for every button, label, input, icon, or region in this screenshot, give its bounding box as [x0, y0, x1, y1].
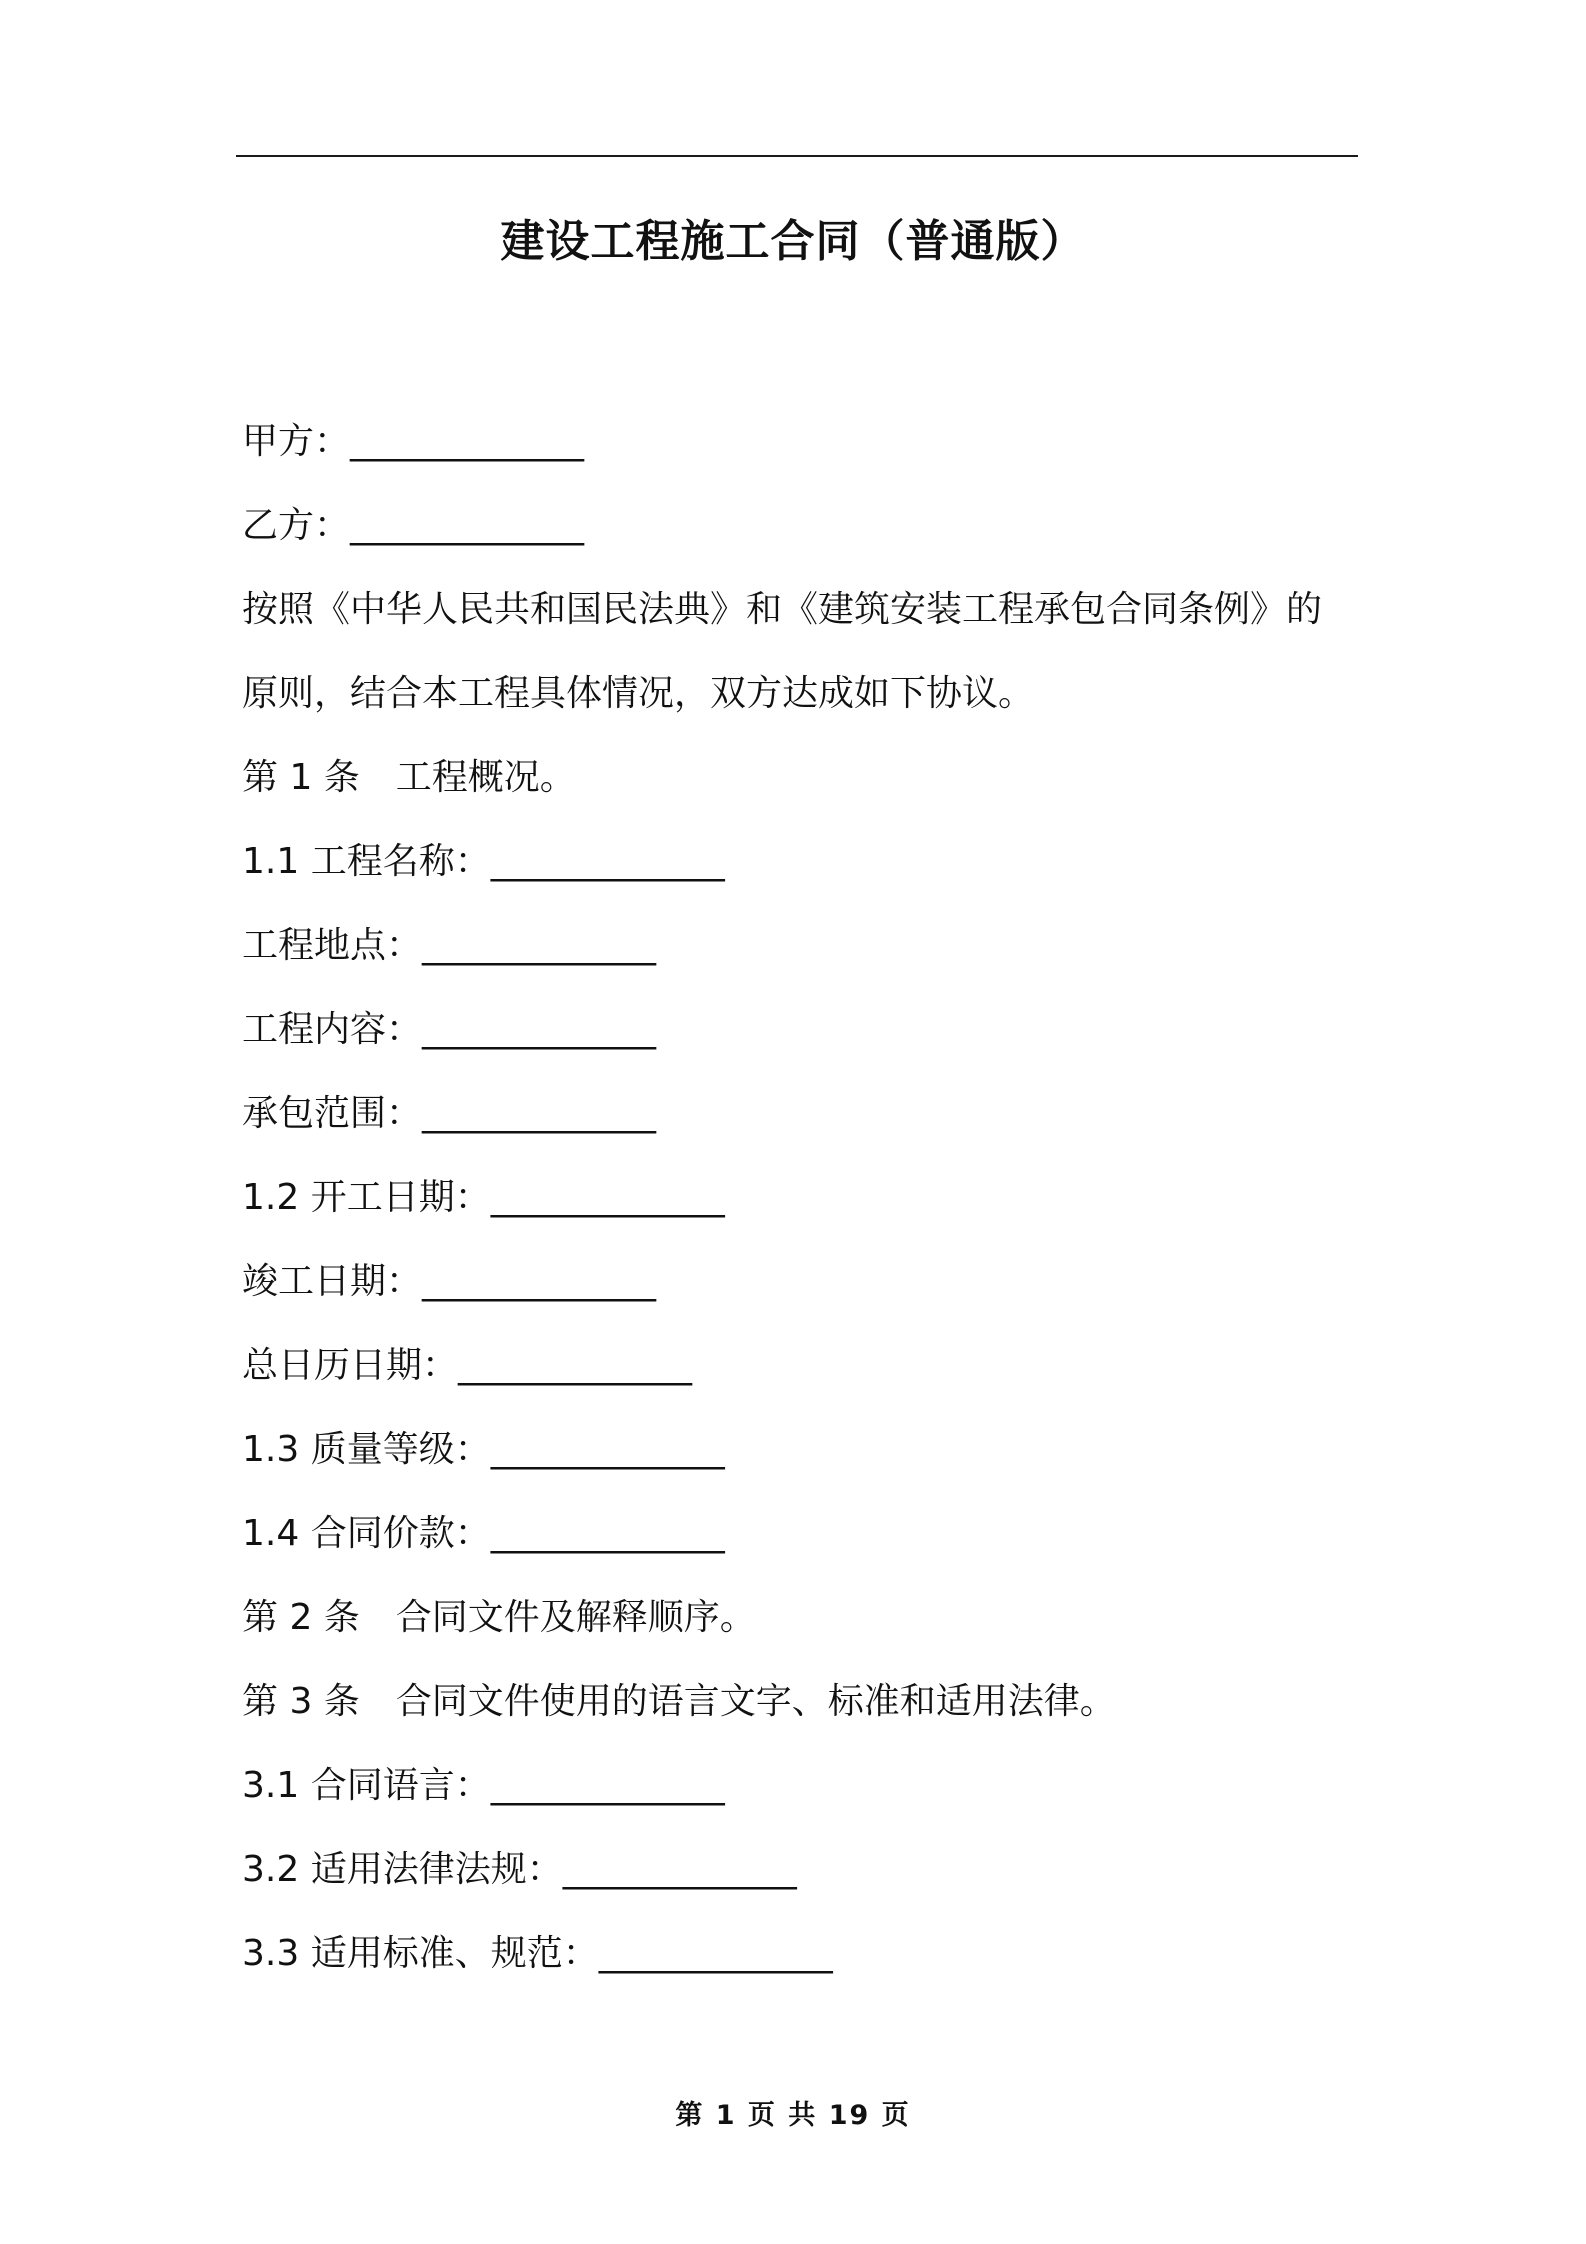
- total-calendar-days-field: 总日历日期：_____________: [242, 1345, 693, 1386]
- party-a-line: 甲方：_____________: [242, 421, 585, 462]
- preamble-line-2: 原则，结合本工程具体情况，双方达成如下协议。: [242, 673, 1035, 714]
- party-b-line: 乙方：_____________: [242, 505, 585, 546]
- applicable-law-field: 3.2 适用法律法规：_____________: [242, 1849, 797, 1890]
- clause-1-heading: 第 1 条 工程概况。: [242, 757, 576, 798]
- project-content-field: 工程内容：_____________: [242, 1009, 657, 1050]
- clause-3-heading: 第 3 条 合同文件使用的语言文字、标准和适用法律。: [242, 1681, 1116, 1722]
- start-date-field: 1.2 开工日期：_____________: [242, 1177, 725, 1218]
- quality-grade-field: 1.3 质量等级：_____________: [242, 1429, 725, 1470]
- contract-body: [242, 400, 1362, 1996]
- project-location-field: 工程地点：_____________: [242, 925, 657, 966]
- applicable-standards-field: 3.3 适用标准、规范：_____________: [242, 1933, 833, 1974]
- page-number-footer: 第 1 页 共 19 页: [675, 2100, 911, 2131]
- contract-scope-field: 承包范围：_____________: [242, 1093, 657, 1134]
- contract-price-field: 1.4 合同价款：_____________: [242, 1513, 725, 1554]
- preamble-line-1: 按照《中华人民共和国民法典》和《建筑安装工程承包合同条例》的: [242, 589, 1323, 630]
- clause-2-heading: 第 2 条 合同文件及解释顺序。: [242, 1597, 756, 1638]
- contract-language-field: 3.1 合同语言：_____________: [242, 1765, 725, 1806]
- project-name-field: 1.1 工程名称：_____________: [242, 841, 725, 882]
- completion-date-field: 竣工日期：_____________: [242, 1261, 657, 1302]
- header-rule: [236, 155, 1358, 157]
- document-title: 建设工程施工合同（普通版）: [500, 216, 1086, 267]
